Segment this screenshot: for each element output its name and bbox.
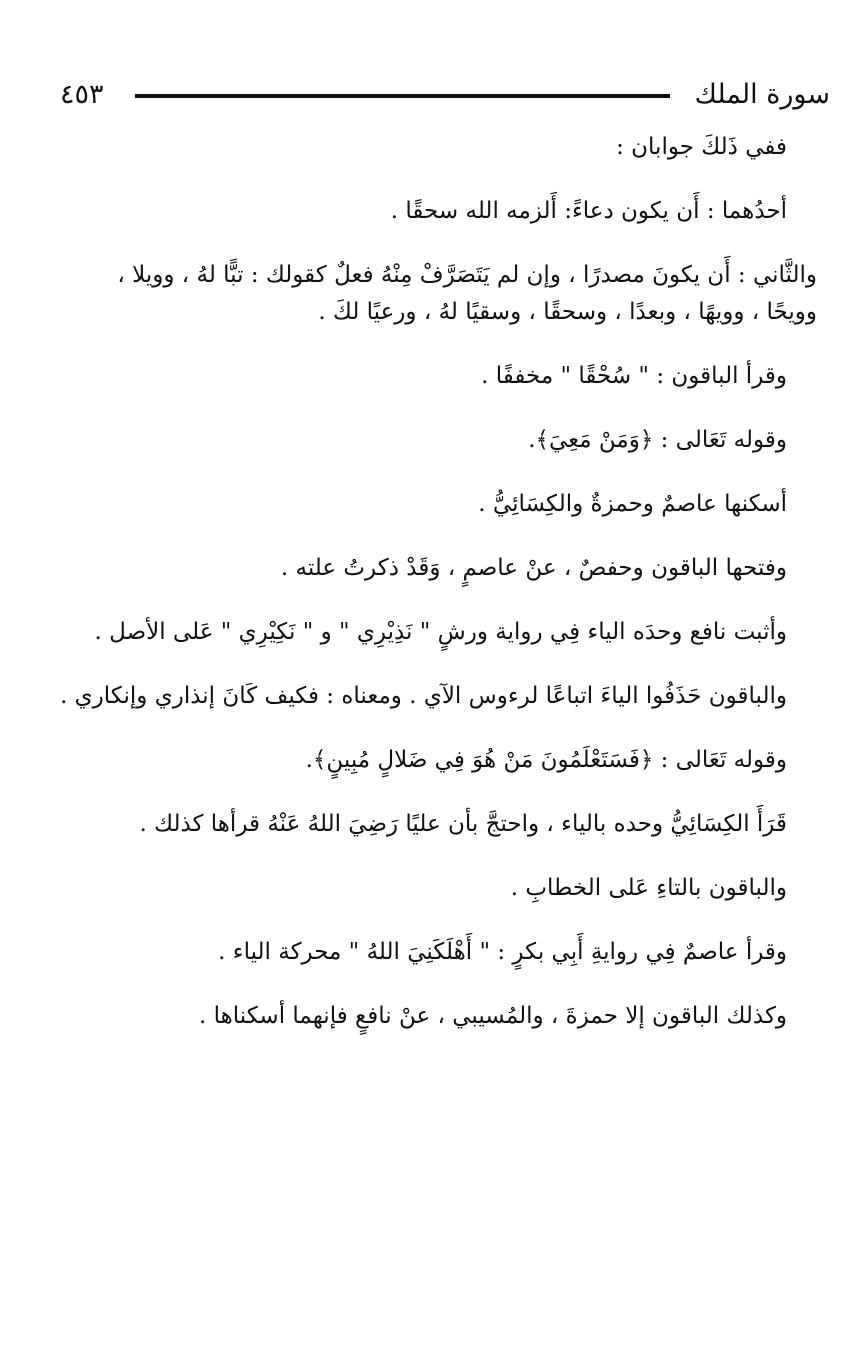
- text-line: ففي ذَلكَ جوابان :: [616, 134, 787, 160]
- text-line: وأثبت نافع وحدَه الياء فِي رواية ورشٍ " نَذِيْرِي " و " نَكِيْرِي " عَلى الأصل .: [94, 619, 787, 645]
- page-header: [40, 70, 830, 120]
- text-line: وكذلك الباقون إلا حمزةَ ، والمُسيبي ، عنْ نافعٍ فإنهما أسكناها .: [199, 1003, 787, 1029]
- text-line: وفتحها الباقون وحفصٌ ، عنْ عاصمٍ ، وَقَدْ ذكرتُ علته .: [280, 555, 787, 581]
- text-line: وقرأ الباقون : " سُحْقًا " مخففًا .: [481, 363, 787, 389]
- surah-title: سورة الملك: [694, 79, 830, 110]
- text-line: أسكنها عاصمٌ وحمزةٌ والكِسَائِيُّ .: [478, 491, 787, 517]
- text-line: قَرَأَ الكِسَائِيُّ وحده بالياء ، واحتجَّ بأن عليًا رَضِيَ اللهُ عَنْهُ قرأها كذلك .: [139, 811, 787, 837]
- text-line: والباقون بالتاءِ عَلى الخطابِ .: [510, 875, 787, 901]
- body-text: [57, 130, 817, 1063]
- text-line: أحدُهما : أَن يكون دعاءً: أَلزمه الله سحقًا .: [390, 198, 787, 224]
- text-line: والثَّاني : أَن يكونَ مصدرًا ، وإن لم يَتَصَرَّفْ مِنْهُ فعلٌ كقولك : تبًّا لهُ ، وويلا ،: [117, 262, 817, 288]
- text-line: والباقون حَذَفُوا الياءَ اتباعًا لرءوس الآي . ومعناه : فكيف كَانَ إنذاري وإنكاري .: [60, 683, 787, 709]
- header-rule: [135, 94, 670, 98]
- text-line: وقوله تَعَالى : ﴿فَسَتَعْلَمُونَ مَنْ هُوَ فِي ضَلالٍ مُبِينٍ﴾.: [305, 747, 787, 773]
- text-line: وقرأ عاصمٌ فِي روايةِ أَبِي بكرٍ : " أَهْلَكَنِيَ اللهُ " محركة الياء .: [218, 939, 787, 965]
- page-number: ٤٥٣: [60, 79, 104, 110]
- text-line: وويحًا ، وويهًا ، وبعدًا ، وسحقًا ، وسقيًا لهُ ، ورعيًا لكَ .: [318, 299, 817, 325]
- text-line: وقوله تَعَالى : ﴿وَمَنْ مَعِيَ﴾.: [528, 427, 787, 453]
